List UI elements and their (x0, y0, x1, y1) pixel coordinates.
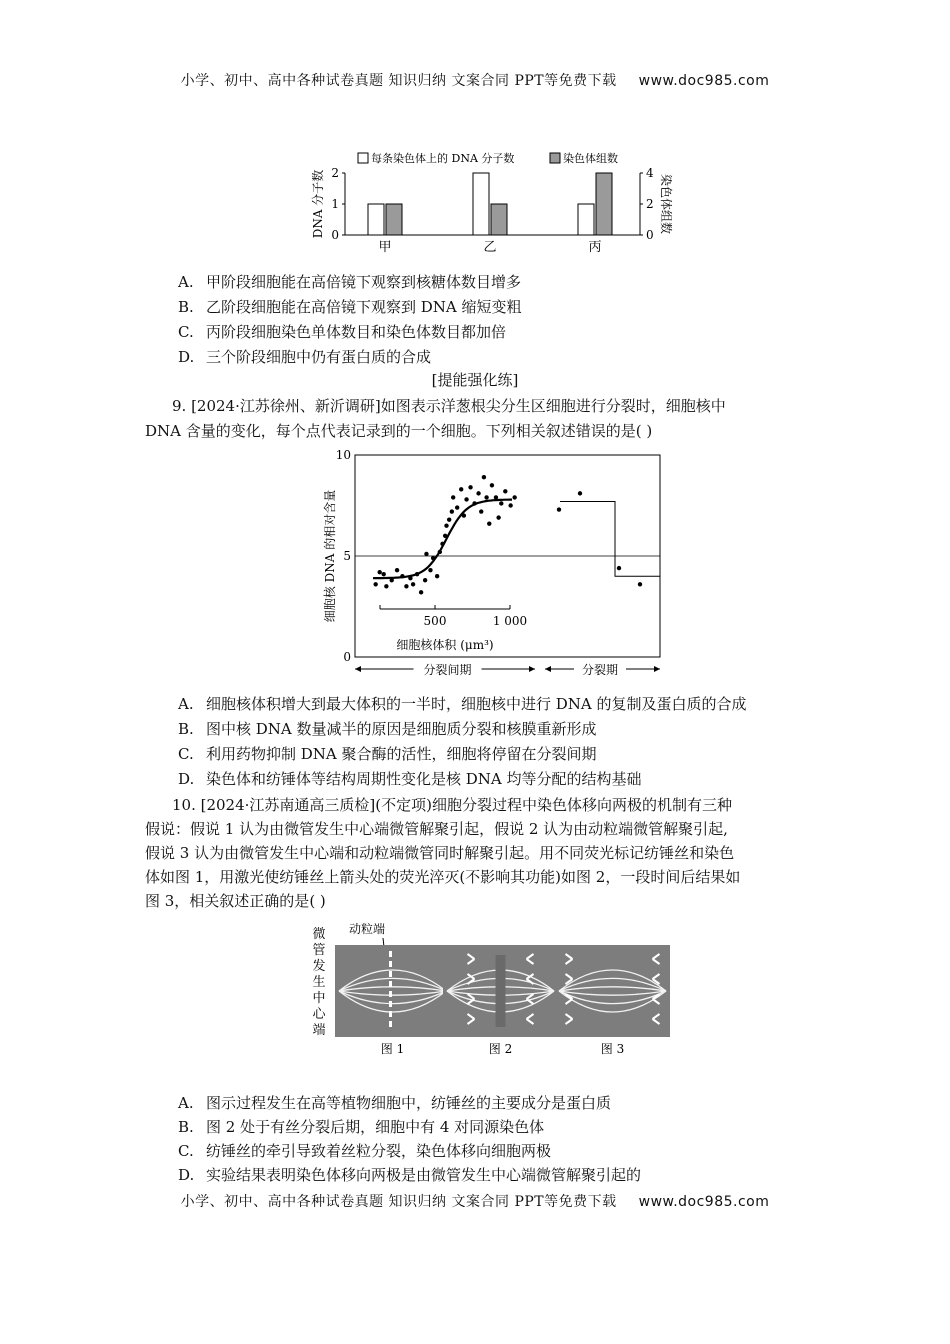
y2-tick-label: 4 (646, 166, 654, 180)
option-letter: D. (178, 348, 195, 366)
y2-axis-label: 染色体组数 (659, 173, 673, 235)
q8-option-b (178, 296, 522, 317)
legend-swatch-set (550, 153, 560, 163)
option-letter: A. (178, 1094, 194, 1112)
q10-option-d (178, 1164, 641, 1185)
data-point-interphase (424, 552, 428, 556)
volume-tick-label: 500 (423, 614, 447, 628)
data-point-interphase (428, 568, 432, 572)
option-text: 三个阶段细胞中仍有蛋白质的合成 (206, 348, 432, 366)
y-tick-label: 1 (331, 197, 339, 211)
data-point-interphase (464, 497, 468, 501)
q8-option-d (178, 346, 431, 367)
side-label-char: 生 (312, 975, 326, 990)
q8-option-c (178, 321, 506, 342)
option-text: 甲阶段细胞能在高倍镜下观察到核糖体数目增多 (206, 273, 522, 291)
volume-tick-label: 1 000 (492, 614, 528, 628)
page-header (0, 70, 950, 90)
question-10-stem-line3: 假说 3 认为由微管发生中心端和动粒端微管同时解聚引起。用不同荧光标记纺锤丝和染色 (145, 844, 735, 862)
data-point-interphase (419, 590, 423, 594)
division-arrow-head-left (545, 666, 551, 672)
data-point-interphase (490, 483, 494, 487)
option-text: 图 2 处于有丝分裂后期，细胞中有 4 对同源染色体 (206, 1118, 545, 1136)
y2-tick-label: 2 (646, 197, 654, 211)
data-point-interphase (435, 574, 439, 578)
bar-dna-丙 (578, 204, 594, 235)
bar-dna-甲 (368, 204, 384, 235)
data-point-interphase (508, 503, 512, 507)
data-point-interphase (411, 582, 415, 586)
y-tick-label: 10 (335, 448, 351, 462)
option-text: 丙阶段细胞染色单体数目和染色体数目都加倍 (206, 323, 507, 341)
phase-label-interphase: 分裂间期 (423, 663, 472, 677)
legend-swatch-dna (358, 153, 368, 163)
data-point-interphase (395, 568, 399, 572)
side-label-char: 微 (312, 927, 326, 942)
data-point-interphase (373, 582, 377, 586)
side-label-char: 管 (312, 943, 326, 958)
option-letter: B. (178, 298, 194, 316)
data-point-division (638, 582, 642, 586)
y-axis-label: DNA 分子数 (311, 169, 325, 239)
page-footer (0, 1191, 950, 1211)
data-point-interphase (499, 501, 503, 505)
y-tick-label: 0 (331, 228, 339, 242)
micrograph-panel-1 (335, 945, 450, 1037)
data-point-interphase (377, 570, 381, 574)
y-tick-label: 0 (343, 650, 351, 664)
q10-option-c (178, 1140, 551, 1161)
question-10-stem-line5: 图 3，相关叙述正确的是( ) (145, 892, 326, 910)
option-text: 利用药物抑制 DNA 聚合酶的活性，细胞将停留在分裂间期 (206, 745, 597, 763)
data-point-interphase (447, 517, 451, 521)
q9-option-b (178, 718, 597, 739)
side-label-char: 心 (312, 1007, 326, 1022)
option-text: 图示过程发生在高等植物细胞中，纺锤丝的主要成分是蛋白质 (206, 1094, 612, 1112)
figure-caption-1: 图 1 (380, 1042, 405, 1056)
x-tick-label: 丙 (588, 240, 602, 255)
phase-label-division: 分裂期 (581, 663, 619, 677)
q9-option-c (178, 743, 597, 764)
header-text: 小学、初中、高中各种试卷真题 知识归纳 文案合同 PPT等免费下载 (180, 73, 617, 89)
interphase-arrow-head-right (529, 666, 535, 672)
bar-set-甲 (386, 204, 402, 235)
data-point-interphase (444, 524, 448, 528)
data-point-interphase (496, 515, 500, 519)
bar-set-丙 (596, 173, 612, 235)
option-letter: D. (178, 1166, 195, 1184)
y-tick-label: 5 (343, 549, 351, 563)
kinetochore-label: 动粒端 (348, 922, 386, 936)
y-tick-label: 2 (331, 166, 339, 180)
legend-label-dna: 每条染色体上的 DNA 分子数 (371, 152, 515, 165)
data-point-interphase (384, 584, 388, 588)
bar-dna-乙 (473, 173, 489, 235)
data-point-interphase (423, 578, 427, 582)
option-text: 细胞核体积增大到最大体积的一半时，细胞核中进行 DNA 的复制及蛋白质的合成 (206, 695, 747, 713)
y-axis-label: 细胞核 DNA 的相对含量 (323, 489, 337, 623)
interphase-arrow-head-left (355, 666, 361, 672)
side-label-char: 端 (312, 1023, 326, 1038)
option-letter: A. (178, 273, 194, 291)
question-10-stem-line4: 体如图 1，用激光使纺锤丝上箭头处的荧光淬灭(不影响其功能)如图 2，一段时间后结果如 (145, 868, 741, 886)
data-point-interphase (459, 487, 463, 491)
option-text: 纺锤丝的牵引导致着丝粒分裂，染色体移向细胞两极 (206, 1142, 552, 1160)
question-9-stem-line1: 9. [2024·江苏徐州、新沂调研]如图表示洋葱根尖分生区细胞进行分裂时，细胞核中 (172, 397, 726, 415)
option-letter: D. (178, 770, 195, 788)
data-point-interphase (503, 489, 507, 493)
data-point-interphase (512, 495, 516, 499)
data-point-interphase (455, 505, 459, 509)
bar-set-乙 (491, 204, 507, 235)
option-text: 实验结果表明染色体移向两极是由微管发生中心端微管解聚引起的 (206, 1166, 642, 1184)
option-text: 乙阶段细胞能在高倍镜下观察到 DNA 缩短变粗 (206, 298, 522, 316)
fitted-curve (373, 500, 512, 579)
option-letter: C. (178, 323, 194, 341)
option-text: 图中核 DNA 数量减半的原因是细胞质分裂和核膜重新形成 (206, 720, 597, 738)
q10-option-a (178, 1092, 611, 1113)
question-9-stem-line2: DNA 含量的变化，每个点代表记录到的一个细胞。下列相关叙述错误的是( ) (145, 422, 653, 440)
data-point-interphase (450, 509, 454, 513)
data-point-division (617, 566, 621, 570)
legend-label-set: 染色体组数 (563, 152, 618, 165)
x-tick-label: 乙 (483, 240, 497, 255)
data-point-division (557, 507, 561, 511)
data-point-interphase (476, 491, 480, 495)
x-axis-label: 细胞核体积 (μm³) (396, 638, 494, 652)
spindle-micrograph-figure (305, 918, 685, 1058)
option-letter: C. (178, 1142, 194, 1160)
option-text: 染色体和纺锤体等结构周期性变化是核 DNA 均等分配的结构基础 (206, 770, 642, 788)
q10-option-b (178, 1116, 544, 1137)
y2-tick-label: 0 (646, 228, 654, 242)
data-point-interphase (487, 521, 491, 525)
figure-caption-2: 图 2 (488, 1042, 513, 1056)
data-point-interphase (479, 509, 483, 513)
option-letter: B. (178, 1118, 194, 1136)
question-10-stem-line1: 10. [2024·江苏南通高三质检](不定项)细胞分裂过程中染色体移向两极的机制有三种 (172, 796, 732, 814)
data-point-division (578, 491, 582, 495)
dna-scatter-chart (320, 447, 670, 682)
question-10-stem-line2: 假说：假说 1 认为由微管发生中心端微管解聚引起，假说 2 认为由动粒端微管解聚引起, (145, 820, 728, 838)
figure-caption-3: 图 3 (600, 1042, 625, 1056)
option-letter: B. (178, 720, 194, 738)
data-point-interphase (404, 584, 408, 588)
data-point-interphase (482, 475, 486, 479)
bar-chart (300, 148, 720, 258)
footer-text: 小学、初中、高中各种试卷真题 知识归纳 文案合同 PPT等免费下载 (180, 1194, 617, 1210)
data-point-interphase (468, 485, 472, 489)
option-letter: C. (178, 745, 194, 763)
data-point-interphase (484, 495, 488, 499)
side-label-char: 中 (312, 991, 326, 1006)
q8-option-a (178, 271, 521, 292)
q9-option-a (178, 693, 747, 714)
section-title: [提能强化练] (431, 371, 519, 389)
side-label-char: 发 (312, 959, 326, 974)
division-step-line (560, 501, 660, 576)
x-tick-label: 甲 (378, 240, 392, 255)
data-point-interphase (381, 572, 385, 576)
q9-option-d (178, 768, 642, 789)
division-arrow-head-right (654, 666, 660, 672)
header-site: www.doc985.com (638, 73, 770, 89)
footer-site: www.doc985.com (638, 1194, 770, 1210)
data-point-interphase (451, 495, 455, 499)
option-letter: A. (178, 695, 194, 713)
